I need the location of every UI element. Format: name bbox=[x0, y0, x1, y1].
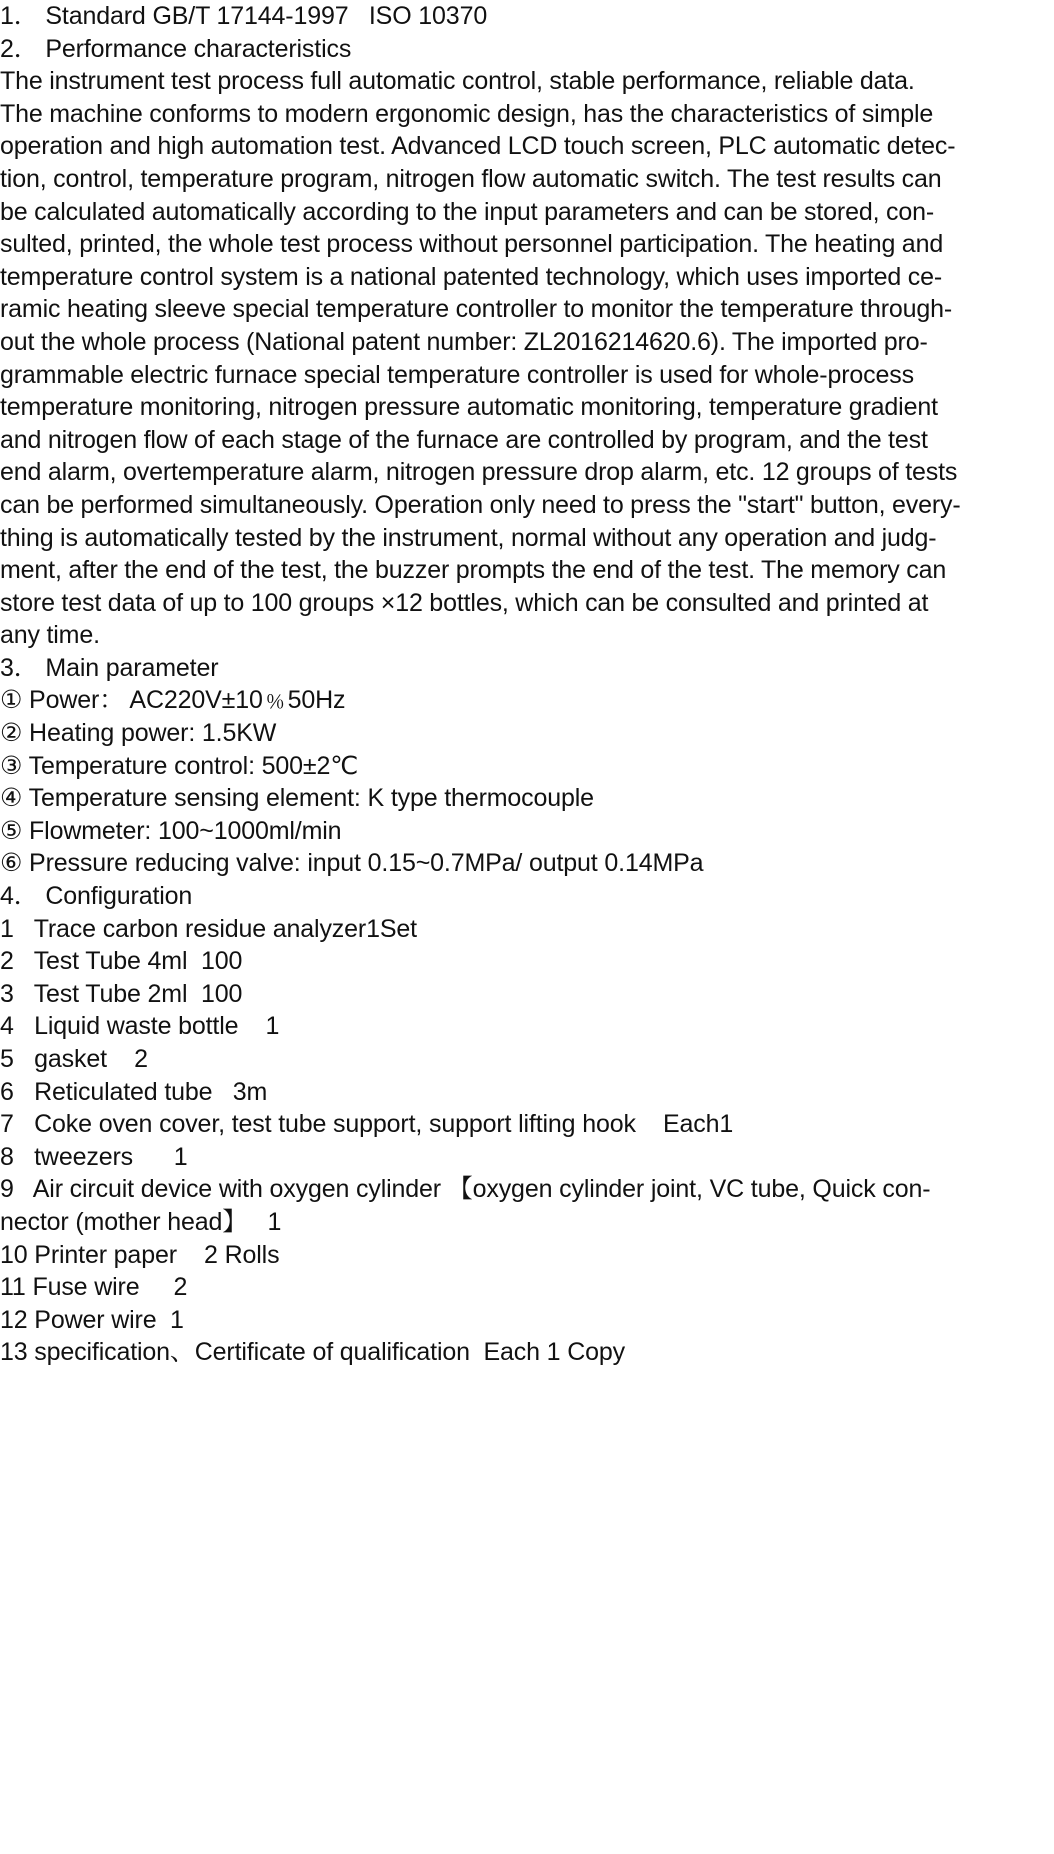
parameter-item: ① Power： AC220V±10﹪50Hz bbox=[0, 686, 346, 715]
configuration-item: 9 Air circuit device with oxygen cylinder 【oxygen cylinder joint, VC tube, Quick con- bbox=[0, 1175, 931, 1204]
paragraph-line: tion, control, temperature program, nitrogen flow automatic switch. The test results can bbox=[0, 164, 942, 193]
paragraph-line: The instrument test process full automatic control, stable performance, reliable data. bbox=[0, 67, 915, 96]
standard-line: 1． Standard GB/T 17144-1997 ISO 10370 bbox=[0, 2, 488, 30]
parameter-item: ④ Temperature sensing element: K type thermocouple bbox=[0, 784, 594, 813]
paragraph-line: any time. bbox=[0, 621, 100, 650]
paragraph-line: The machine conforms to modern ergonomic design, has the characteristics of simple bbox=[0, 99, 934, 128]
paragraph-line: ment, after the end of the test, the buzzer prompts the end of the test. The memory can bbox=[0, 556, 947, 585]
configuration-item: 10 Printer paper 2 Rolls bbox=[0, 1240, 280, 1269]
parameter-item: ② Heating power: 1.5KW bbox=[0, 719, 277, 748]
paragraph-line: store test data of up to 100 groups ×12 bottles, which can be consulted and printed at bbox=[0, 588, 929, 617]
paragraph-line: ramic heating sleeve special temperature controller to monitor the temperature through- bbox=[0, 295, 953, 324]
paragraph-line: temperature monitoring, nitrogen pressure automatic monitoring, temperature gradient bbox=[0, 393, 938, 422]
paragraph-line: operation and high automation test. Advanced LCD touch screen, PLC automatic detec- bbox=[0, 132, 956, 161]
configuration-item: 6 Reticulated tube 3m bbox=[0, 1077, 268, 1106]
parameter-item: ③ Temperature control: 500±2℃ bbox=[0, 751, 359, 780]
parameter-item: ⑤ Flowmeter: 100~1000ml/min bbox=[0, 816, 342, 845]
main-parameter-heading: 3． Main parameter bbox=[0, 653, 219, 682]
paragraph-line: end alarm, overtemperature alarm, nitrogen pressure drop alarm, etc. 12 groups of tests bbox=[0, 458, 958, 487]
configuration-item: 5 gasket 2 bbox=[0, 1045, 148, 1073]
configuration-item: 13 specification、Certificate of qualification Each 1 Copy bbox=[0, 1338, 625, 1367]
paragraph-line: be calculated automatically according to the input parameters and can be stored, con- bbox=[0, 197, 935, 226]
configuration-item: 7 Coke oven cover, test tube support, support lifting hook Each1 bbox=[0, 1110, 734, 1139]
paragraph-line: and nitrogen flow of each stage of the furnace are controlled by program, and the test bbox=[0, 425, 928, 454]
configuration-item: 11 Fuse wire 2 bbox=[0, 1273, 188, 1302]
paragraph-line: thing is automatically tested by the instrument, normal without any operation and judg- bbox=[0, 523, 937, 552]
paragraph-line: sulted, printed, the whole test process without personnel participation. The heating and bbox=[0, 230, 944, 259]
configuration-heading: 4． Configuration bbox=[0, 882, 193, 911]
configuration-item: 4 Liquid waste bottle 1 bbox=[0, 1012, 280, 1041]
paragraph-line: can be performed simultaneously. Operation only need to press the "start" button, every- bbox=[0, 490, 961, 519]
configuration-item: 8 tweezers 1 bbox=[0, 1142, 188, 1171]
configuration-item: nector (mother head】 1 bbox=[0, 1207, 282, 1236]
performance-paragraph bbox=[0, 65, 1054, 652]
parameter-item: ⑥ Pressure reducing valve: input 0.15~0.7MPa/ output 0.14MPa bbox=[0, 849, 704, 878]
performance-heading: 2． Performance characteristics bbox=[0, 34, 352, 63]
paragraph-line: out the whole process (National patent number: ZL2016214620.6). The imported pro- bbox=[0, 327, 928, 356]
configuration-item: 12 Power wire 1 bbox=[0, 1305, 184, 1334]
configuration-item: 2 Test Tube 4ml 100 bbox=[0, 947, 243, 976]
configuration-item: 1 Trace carbon residue analyzer1Set bbox=[0, 914, 417, 943]
paragraph-line: grammable electric furnace special temperature controller is used for whole-process bbox=[0, 360, 914, 389]
configuration-item: 3 Test Tube 2ml 100 bbox=[0, 979, 243, 1008]
paragraph-line: temperature control system is a national patented technology, which uses imported ce- bbox=[0, 262, 943, 291]
